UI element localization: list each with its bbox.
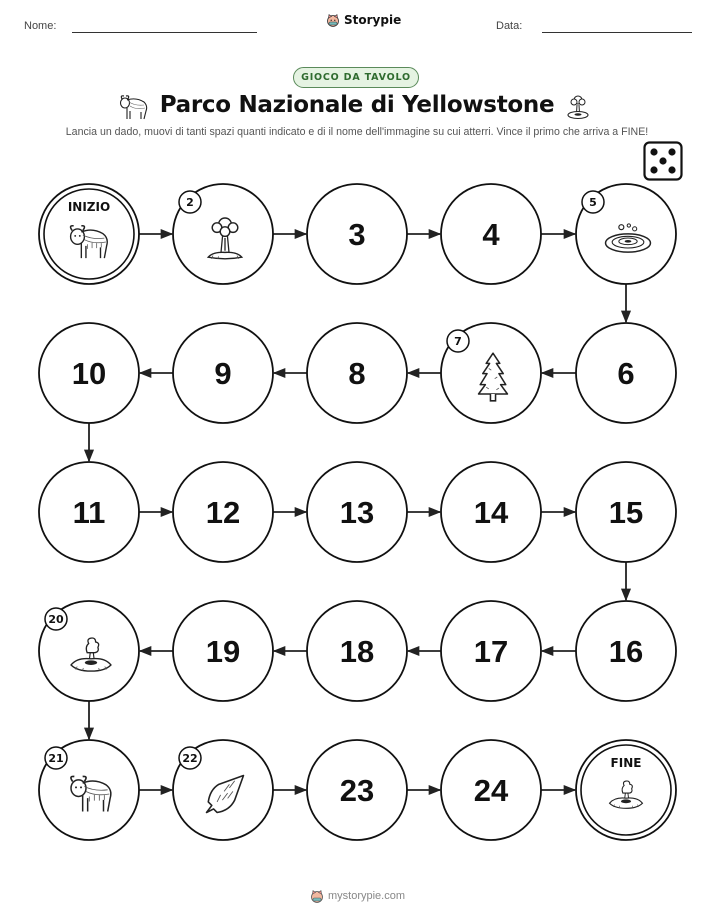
space-number: 16 [608,634,644,669]
space-number: 11 [72,495,106,530]
game-badge: GIOCO DA TAVOLO [293,67,419,88]
board-space-8 [307,323,407,423]
board-space-14 [441,462,541,562]
space-number: 14 [473,495,509,530]
board-space-25 [576,740,676,840]
board-space-22 [173,740,273,840]
brand-name: Storypie [344,13,402,27]
space-number: 13 [339,495,375,530]
board-space-4 [441,184,541,284]
space-number: 18 [339,634,375,669]
space-number: 21 [48,752,64,765]
page-title: Parco Nazionale di Yellowstone [159,92,555,118]
board-space-2 [173,184,273,284]
space-number: 4 [482,217,500,252]
board-space-9 [173,323,273,423]
board-space-13 [307,462,407,562]
space-number: 2 [186,196,194,209]
date-label: Data: [496,20,523,32]
board-space-12 [173,462,273,562]
board-space-5 [576,184,676,284]
footer-url: mystorypie.com [328,890,406,902]
board-space-21 [39,740,139,840]
space-number: 17 [473,634,509,669]
board-space-15 [576,462,676,562]
space-number: 22 [182,752,198,765]
board-space-11 [39,462,139,562]
space-number: 3 [348,217,366,252]
board-space-18 [307,601,407,701]
name-label: Nome: [24,20,57,32]
space-number: 7 [454,335,462,348]
space-number: 24 [473,773,509,808]
board-space-17 [441,601,541,701]
instructions: Lancia un dado, muovi di tanti spazi quanti indicato e di il nome dell'immagine su cui atterri. Vince il primo che arriva a FINE! [65,126,649,138]
board-space-19 [173,601,273,701]
space-number: 23 [339,773,375,808]
board-space-24 [441,740,541,840]
board-space-7 [441,323,541,423]
board-space-20 [39,601,139,701]
footer [310,889,405,903]
board-space-6 [576,323,676,423]
space-number: 8 [348,356,366,391]
board-space-1 [39,184,139,284]
space-label: FINE [610,756,642,770]
space-number: 6 [617,356,635,391]
space-circle [39,184,139,284]
board-space-23 [307,740,407,840]
board-space-16 [576,601,676,701]
space-number: 19 [205,634,241,669]
board-space-3 [307,184,407,284]
space-number: 10 [71,356,107,391]
space-number: 12 [205,495,241,530]
space-number: 9 [214,356,232,391]
space-number: 20 [48,613,64,626]
space-number: 5 [589,196,597,209]
board-space-10 [39,323,139,423]
space-label: INIZIO [67,200,111,214]
space-number: 15 [608,495,644,530]
storypie-cat-icon [310,889,324,903]
